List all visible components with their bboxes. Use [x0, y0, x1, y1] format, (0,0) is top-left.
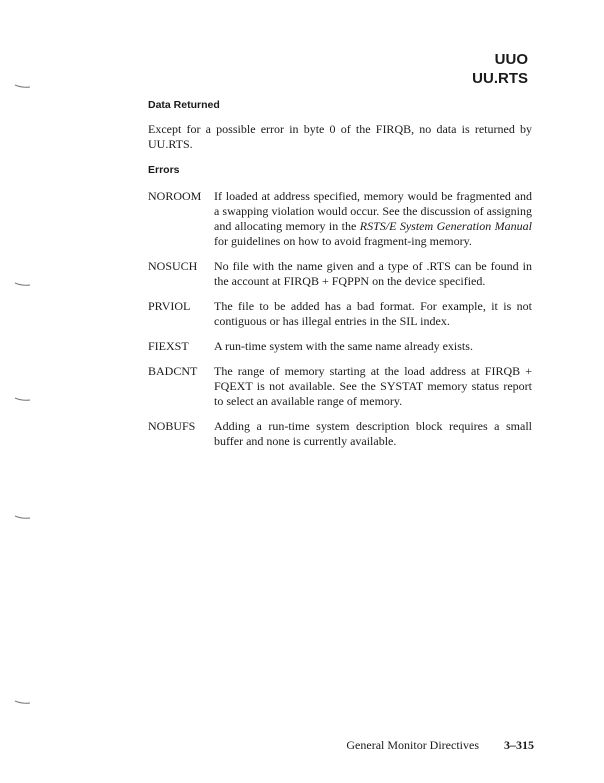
error-description: A run-time system with the same name already exists.	[214, 339, 473, 353]
error-code: BADCNT	[148, 364, 198, 378]
errors-list	[148, 189, 532, 449]
binding-mark	[14, 397, 31, 402]
error-code: NOSUCH	[148, 259, 198, 273]
footer-chapter-title: General Monitor Directives	[346, 738, 479, 752]
error-description-text: for guidelines on how to avoid fragment-ing memory.	[214, 234, 472, 248]
binding-mark	[14, 700, 31, 705]
running-head-line2: UU.RTS	[472, 70, 528, 87]
error-item-prviol	[148, 299, 532, 329]
error-item-badcnt	[148, 364, 532, 409]
page-footer	[346, 738, 534, 753]
main-content	[148, 97, 532, 459]
error-description: No file with the name given and a type of .RTS can be found in the account at FIRQB + FQPPN on the device specified.	[214, 259, 532, 288]
running-head-line1: UUO	[494, 51, 528, 68]
manual-title: RSTS/E System Generation Manual	[359, 219, 532, 233]
error-item-nobufs	[148, 419, 532, 449]
error-code: NOROOM	[148, 189, 202, 203]
binding-mark	[14, 282, 31, 287]
binding-mark	[14, 84, 31, 89]
error-item-noroom	[148, 189, 532, 249]
error-description-text: If loaded at address specified, memory would be fragmented and a swapping violation would occur. See the discussion of assigning and allocating memory in the	[214, 189, 532, 233]
error-code: FIEXST	[148, 339, 189, 353]
data-returned-text: Except for a possible error in byte 0 of the FIRQB, no data is returned by UU.RTS.	[148, 122, 532, 151]
binding-mark	[14, 515, 31, 520]
running-head	[472, 50, 528, 88]
error-code: NOBUFS	[148, 419, 196, 433]
data-returned-heading: Data Returned	[148, 99, 220, 111]
error-description	[214, 189, 532, 249]
error-description: Adding a run-time system description block requires a small buffer and none is currently available.	[214, 419, 532, 448]
error-item-fiexst	[148, 339, 532, 354]
error-description: The range of memory starting at the load address at FIRQB + FQEXT is not available. See the SYSTAT memory status report to select an available range of memory.	[214, 364, 532, 408]
error-code: PRVIOL	[148, 299, 191, 313]
errors-heading: Errors	[148, 164, 180, 176]
page-number: 3–315	[504, 738, 534, 752]
error-item-nosuch	[148, 259, 532, 289]
error-description: The file to be added has a bad format. For example, it is not contiguous or has illegal entries in the SIL index.	[214, 299, 532, 328]
